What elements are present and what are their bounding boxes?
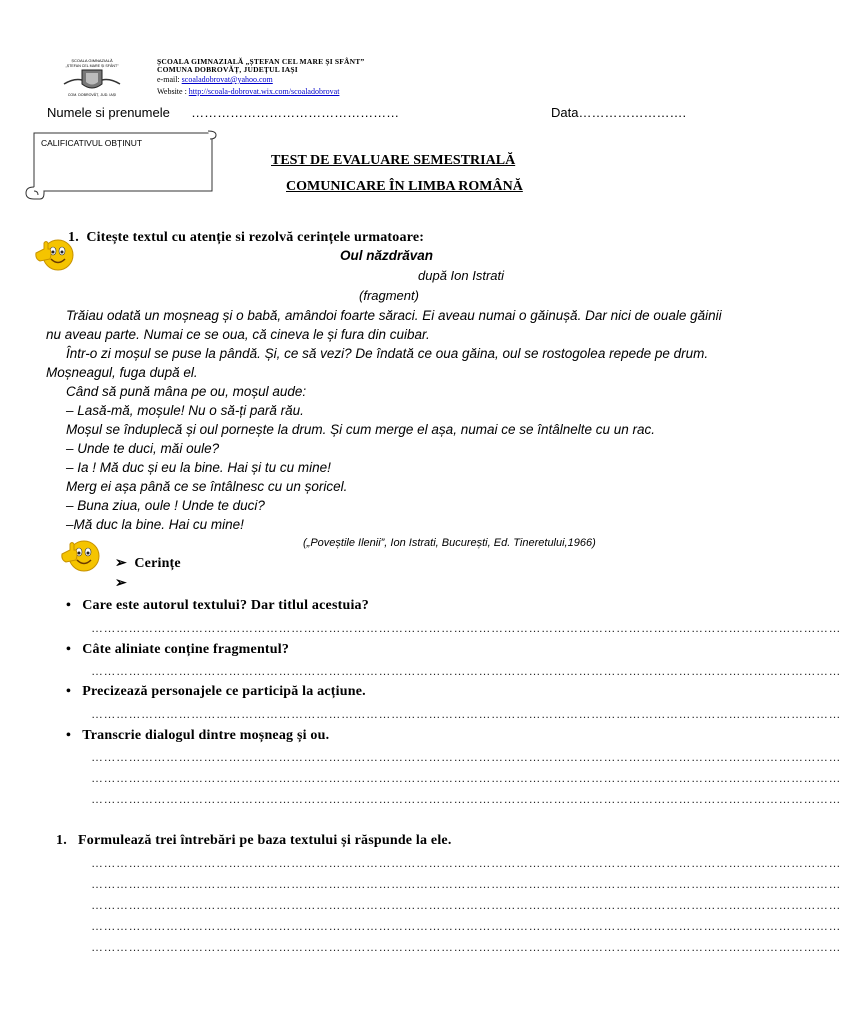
bullet-icon: • bbox=[66, 728, 72, 743]
question-text: Precizează personajele ce participă la acțiune. bbox=[82, 684, 366, 699]
test-title: TEST DE EVALUARE SEMESTRIALĂ bbox=[271, 153, 516, 168]
school-location: COMUNA DOBROVĂȚ, JUDEȚUL IAȘI bbox=[157, 65, 298, 74]
name-label: Numele si prenumele bbox=[47, 105, 170, 120]
requirements-heading: Cerințe bbox=[134, 556, 181, 571]
answer-line[interactable]: ……………………………………………………………………………………………………………………………………………………………… bbox=[91, 664, 841, 678]
email-label: e-mail: bbox=[157, 75, 182, 84]
exercise2-instruction: Formulează trei întrebări pe baza textului și răspunde la ele. bbox=[78, 833, 452, 848]
story-source: („Poveștile Ilenii”, Ion Istrati, București, Ed. Tineretului,1966) bbox=[303, 537, 596, 549]
logo-text-top: ȘCOALA GIMNAZIALĂ bbox=[71, 58, 113, 63]
exercise2-instruction-row bbox=[56, 833, 452, 849]
answer-line[interactable]: ……………………………………………………………………………………………………………………………………………………………… bbox=[91, 898, 841, 912]
answer-line[interactable]: ……………………………………………………………………………………………………………………………………………………………… bbox=[91, 919, 841, 933]
story-paragraph: Trăiau odată un moșneag și o babă, amândoi foarte săraci. Ei aveau numai o găinușă. Dar nici de ouale găinii nu aveau parte. Numai ce se oua, că cineva le și fura din cuibar. bbox=[46, 308, 722, 342]
bullet-icon: • bbox=[66, 598, 72, 613]
answer-line[interactable]: ……………………………………………………………………………………………………………………………………………………………… bbox=[91, 750, 841, 764]
logo-text-mid: „ȘTEFAN CEL MARE ȘI SFÂNT” bbox=[65, 64, 119, 68]
question-row bbox=[66, 598, 369, 614]
answer-line[interactable]: ……………………………………………………………………………………………………………………………………………………………… bbox=[91, 877, 841, 891]
exercise1-instruction: Citește textul cu atenție si rezolvă cerințele urmatoare: bbox=[86, 230, 425, 245]
email-link[interactable]: scoaladobrovat@yahoo.com bbox=[181, 75, 273, 84]
date-field[interactable]: ……………………. bbox=[578, 105, 687, 120]
answer-line[interactable]: ……………………………………………………………………………………………………………………………………………………………… bbox=[91, 792, 841, 806]
story-dialogue-line: – Unde te duci, măi oule? bbox=[66, 441, 220, 456]
exercise1-number: 1. bbox=[68, 230, 79, 245]
bullet-icon: • bbox=[66, 642, 72, 657]
website-link[interactable]: http://scoala-dobrovat.wix.com/scoaladobrovat bbox=[188, 87, 340, 96]
exercise2-number: 1. bbox=[56, 833, 67, 848]
smiley-thumbs-up-icon bbox=[56, 532, 102, 578]
story-dialogue-line: – Lasă-mă, moșule! Nu o să-ți pară rău. bbox=[66, 403, 304, 418]
question-row bbox=[66, 642, 289, 658]
grade-field[interactable] bbox=[40, 152, 200, 188]
email-row bbox=[157, 75, 273, 84]
arrow-bullet-icon: ➢ bbox=[115, 576, 127, 591]
date-label: Data bbox=[551, 105, 579, 120]
logo-text-bottom: COM. DOBROVĂȚ, JUD. IAȘI bbox=[67, 93, 117, 97]
answer-line[interactable]: ……………………………………………………………………………………………………………………………………………………………… bbox=[91, 707, 841, 721]
grade-label: CALIFICATIVUL OBȚINUT bbox=[41, 138, 143, 148]
date-row bbox=[551, 105, 686, 120]
story-paragraph: Într-o zi moșul se puse la pândă. Și, ce să vezi? De îndată ce oua găina, oul se rostogolea repede pe drum. Moșneagul, fuga după el. bbox=[46, 346, 709, 380]
answer-line[interactable]: ……………………………………………………………………………………………………………………………………………………………… bbox=[91, 940, 841, 954]
website-label: Website : bbox=[157, 87, 189, 96]
school-name: ȘCOALA GIMNAZIALĂ „ȘTEFAN CEL MARE ȘI SFÂNT” bbox=[157, 57, 365, 66]
subject-title: COMUNICARE ÎN LIMBA ROMÂNĂ bbox=[286, 179, 523, 194]
question-text: Care este autorul textului? Dar titlul acestuia? bbox=[82, 598, 369, 613]
name-field[interactable]: ………………………………………… bbox=[191, 105, 400, 120]
story-fragment-label: (fragment) bbox=[359, 288, 419, 303]
arrow-bullet-icon: ➢ bbox=[115, 556, 127, 571]
school-logo bbox=[44, 56, 140, 98]
requirements-heading-row bbox=[115, 555, 181, 572]
website-row bbox=[157, 87, 339, 96]
answer-line[interactable]: ……………………………………………………………………………………………………………………………………………………………… bbox=[91, 771, 841, 785]
story-title: Oul năzdrăvan bbox=[340, 248, 434, 263]
story-dialogue-line: –Mă duc la bine. Hai cu mine! bbox=[66, 517, 244, 532]
question-row bbox=[66, 728, 329, 744]
question-text: Câte aliniate conține fragmentul? bbox=[82, 642, 290, 657]
story-paragraph: Când să pună mâna pe ou, moșul aude: bbox=[66, 384, 307, 399]
answer-line[interactable]: ……………………………………………………………………………………………………………………………………………………………… bbox=[91, 621, 841, 635]
answer-line[interactable]: ……………………………………………………………………………………………………………………………………………………………… bbox=[91, 856, 841, 870]
story-paragraph: Merg ei așa până ce se întâlnesc cu un șoricel. bbox=[66, 479, 348, 494]
story-author: după Ion Istrati bbox=[418, 268, 504, 283]
exercise1-instruction-row bbox=[68, 230, 424, 246]
story-dialogue-line: – Buna ziua, oule ! Unde te duci? bbox=[66, 498, 265, 513]
story-paragraph: Moșul se înduplecă și oul pornește la drum. Și cum merge el așa, numai ce se întâlnelte cu un rac. bbox=[66, 422, 656, 437]
student-name-row bbox=[47, 105, 399, 120]
story-text bbox=[46, 306, 730, 534]
bullet-icon: • bbox=[66, 684, 72, 699]
story-dialogue-line: – Ia ! Mă duc și eu la bine. Hai și tu cu mine! bbox=[66, 460, 331, 475]
question-row bbox=[66, 684, 366, 700]
question-text: Transcrie dialogul dintre moșneag și ou. bbox=[82, 728, 330, 743]
